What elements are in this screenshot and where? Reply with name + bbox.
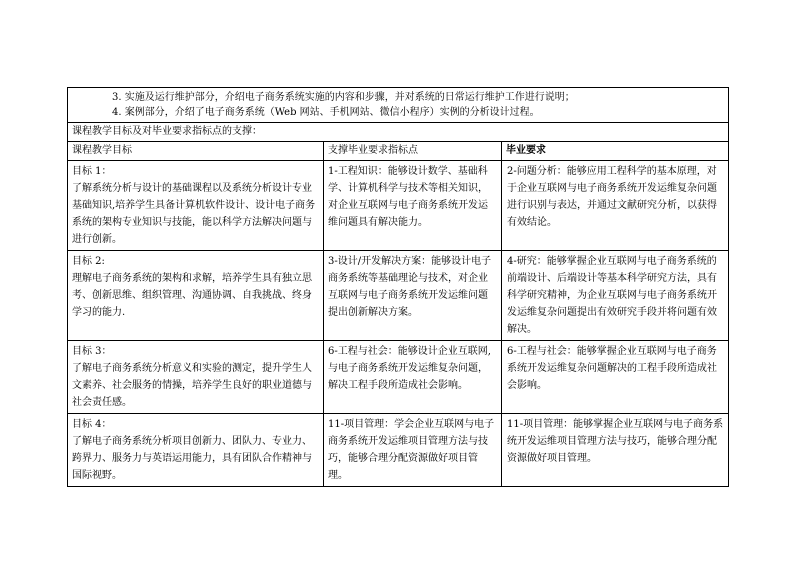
indicator-cell: 3-设计/开发解决方案：能够设计电子商务系统等基础理论与技术，对企业互联网与电子商务系统开发运维问题提出创新解决方案。 (324, 251, 502, 341)
course-table (67, 87, 729, 487)
header-row (68, 142, 729, 161)
indicator-cell: 11-项目管理：学会企业互联网与电子商务系统开发运维项目管理方法与技巧，能够合理分配资源做好项目管理。 (324, 414, 502, 487)
goal-body: 了解电子商务系统分析意义和实验的测定，提升学生人文素养、社会服务的情操，培养学生良好的职业道德与社会责任感。 (72, 363, 312, 408)
requirement-cell: 6-工程与社会：能够掌握企业互联网与电子商务系统开发运维复杂问题解决的工程手段所造成社会影响。 (502, 341, 729, 414)
goal-cell (68, 341, 324, 414)
intro-row (68, 88, 729, 123)
requirement-cell: 4-研究：能够掌握企业互联网与电子商务系统的前端设计、后端设计等基本科学研究方法，具有科学研究精神，为企业互联网与电子商务系统开发运维复杂问题提出有效研究手段并将问题有效解决。 (502, 251, 729, 341)
support-heading: 课程教学目标及对毕业要求指标点的支撑： (68, 123, 729, 142)
goal-title: 目标 2: (72, 256, 105, 267)
intro-line-4: 4. 案例部分，介绍了电子商务系统（Web 网站、手机网站、微信小程序）实例的分析设计过程。 (112, 107, 540, 118)
goal-body: 了解系统分析与设计的基础课程以及系统分析设计专业基础知识,培养学生具备计算机软件设计、设计电子商务系统的架构专业知识与技能，能以科学方法解决问题与进行创新。 (72, 183, 316, 245)
goal-cell (68, 414, 324, 487)
indicator-cell: 6-工程与社会：能够设计企业互联网,与电子商务系统开发运维复杂问题，解决工程手段所造成社会影响。 (324, 341, 502, 414)
table-row (68, 251, 729, 341)
intro-cell (68, 88, 729, 123)
header-course-goal: 课程教学目标 (68, 142, 324, 161)
goal-body: 了解电子商务系统分析项目创新力、团队力、专业力、跨界力、服务力与英语运用能力，具有团队合作精神与国际视野。 (72, 436, 312, 481)
header-indicator: 支撑毕业要求指标点 (324, 142, 502, 161)
table-row (68, 414, 729, 487)
support-heading-row (68, 123, 729, 142)
table-row (68, 341, 729, 414)
table-row (68, 161, 729, 251)
goal-body: 理解电子商务系统的架构和求解，培养学生具有独立思考、创新思维、组织管理、沟通协调、自我挑战、终身学习的能力. (72, 273, 312, 318)
goal-title: 目标 1： (72, 166, 112, 177)
goal-cell (68, 161, 324, 251)
goal-title: 目标 4： (72, 419, 112, 430)
indicator-cell: 1-工程知识：能够设计数学、基础科学、计算机科学与技术等相关知识，对企业互联网与电子商务系统开发运维问题具有解决能力。 (324, 161, 502, 251)
requirement-cell: 11-项目管理：能够掌握企业互联网与电子商务系统开发运维项目管理方法与技巧，能够合理分配资源做好项目管理。 (502, 414, 729, 487)
requirement-cell: 2-问题分析：能够应用工程科学的基本原理，对于企业互联网与电子商务系统开发运维复杂问题进行识别与表达，并通过文献研究分析，以获得有效结论。 (502, 161, 729, 251)
intro-line-3: 3. 实施及运行维护部分，介绍电子商务系统实施的内容和步骤，并对系统的日常运行维护工作进行说明； (112, 92, 575, 103)
goal-title: 目标 3： (72, 346, 112, 357)
goal-cell (68, 251, 324, 341)
header-requirement: 毕业要求 (502, 142, 729, 161)
